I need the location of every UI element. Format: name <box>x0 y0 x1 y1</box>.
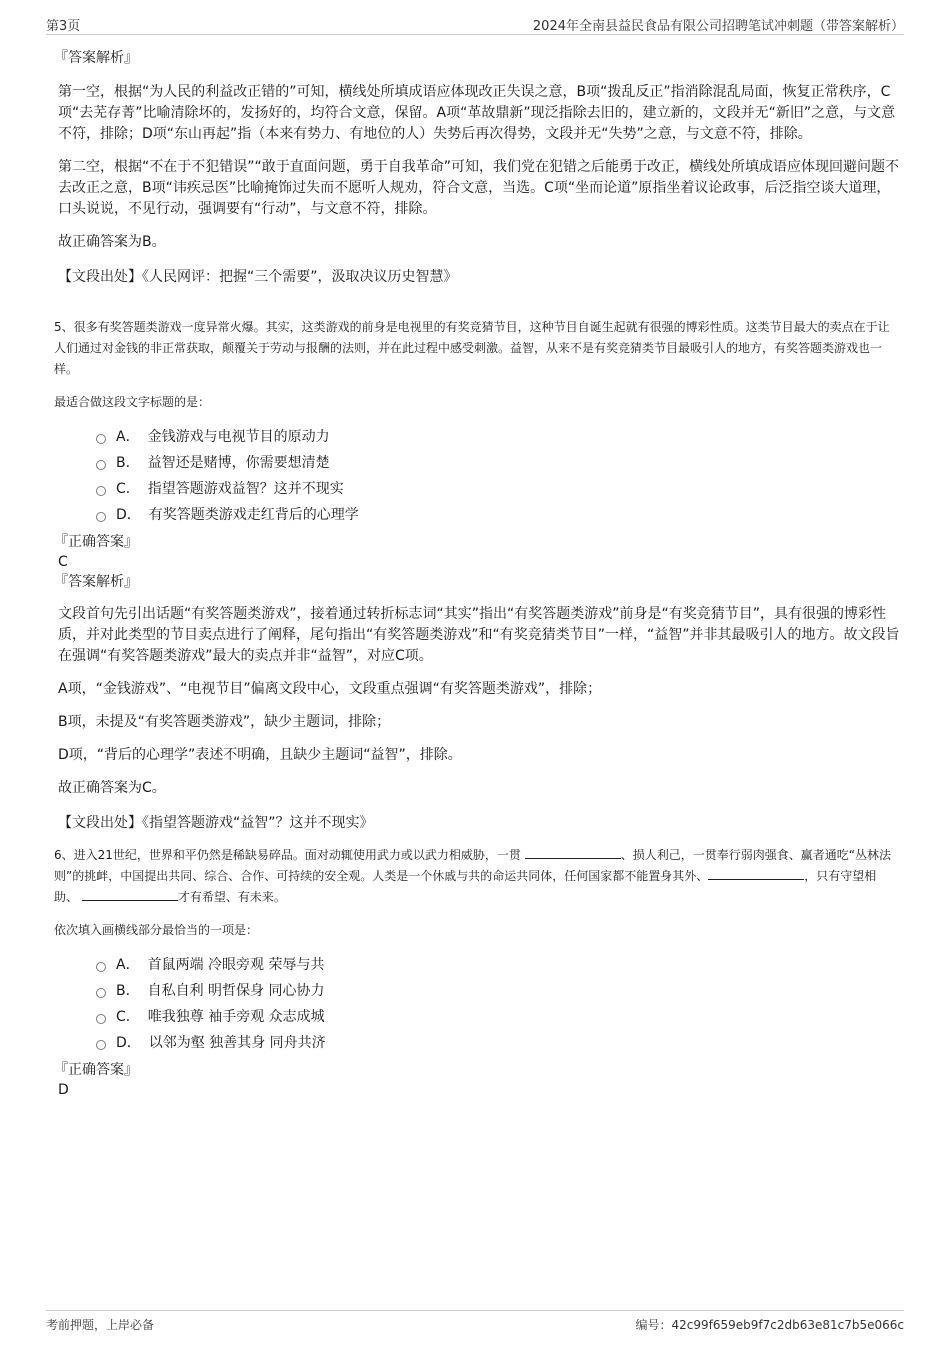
question-prompt: 最适合做这段文字标题的是： <box>54 395 211 409</box>
document-code: 编号：42c99f659eb9f7c2db63e81c7b5e066c <box>635 1318 904 1332</box>
analysis-paragraph: D项，“背后的心理学”表述不明确，且缺少主题词“益智”，排除。 <box>58 747 462 763</box>
analysis-paragraph: 第二空，根据“不在于不犯错误”“敢于直面问题，勇于自我革命”可知，我们党在犯错之后能勇于改正，横线处所填成语应体现回避问题不去改正之意，B项“讳疾忌医”比喻掩饰过失而不愿听人规劝，符合文意，当选。C项“坐而论道”原指坐着议论政事，后泛指空谈大道理，口头说说，不见行动，强调要有“行动”，与文意不符，排除。 <box>58 159 900 217</box>
option-d[interactable]: D． 以邻为壑 独善其身 同舟共济 <box>96 1030 900 1056</box>
correct-answer: D <box>58 1082 69 1098</box>
question-stem: 6、进入21世纪，世界和平仍然是稀缺易碎品。面对动辄使用武力或以武力相威胁，一贯 、损人利己，一贯奉行弱肉强食、赢者通吃“丛林法则”的挑衅，中国提出共同、综合、合作、可持续的安全观。人类是一个休戚与共的命运共同体，任何国家都不能置身其外、 ，只有守望相助、 才有希望、有未来。 <box>54 845 900 908</box>
analysis-paragraph: 第一空，根据“为人民的利益改正错的”可知，横线处所填成语应体现改正失误之意，B项“拨乱反正”指消除混乱局面，恢复正常秩序，C项“去芜存菁”比喻清除坏的，发扬好的，均符合文意，保留。A项“革故鼎新”现泛指除去旧的，建立新的，文段并无“新旧”之意，与文意不符，排除；D项“东山再起”指（本来有势力、有地位的人）失势后再次得势，文段并无“失势”之意，与文意不符，排除。 <box>58 84 896 142</box>
option-list <box>96 952 900 1056</box>
radio-icon[interactable] <box>96 460 106 470</box>
radio-icon[interactable] <box>96 1040 106 1050</box>
option-c[interactable]: C． 指望答题游戏益智？这并不现实 <box>96 476 900 502</box>
question-6 <box>54 845 900 1100</box>
answer-label: 『正确答案』 <box>54 1062 138 1078</box>
page-content <box>54 46 900 1100</box>
radio-icon[interactable] <box>96 988 106 998</box>
page-number: 第3页 <box>46 19 81 34</box>
option-d[interactable]: D． 有奖答题类游戏走红背后的心理学 <box>96 502 900 528</box>
analysis-paragraph: B项，未提及“有奖答题类游戏”，缺少主题词，排除； <box>58 714 391 730</box>
option-list <box>96 424 900 528</box>
radio-icon[interactable] <box>96 486 106 496</box>
passage-source: 【文段出处】《人民网评：把握“三个需要”，汲取决议历史智慧》 <box>58 269 458 285</box>
analysis-label: 『答案解析』 <box>54 574 138 590</box>
option-b[interactable]: B． 自私自利 明哲保身 同心协力 <box>96 978 900 1004</box>
question-4-analysis <box>54 48 900 287</box>
radio-icon[interactable] <box>96 962 106 972</box>
fill-blank <box>708 866 804 880</box>
footer-slogan: 考前押题，上岸必备 <box>46 1318 155 1332</box>
correct-answer: C <box>58 554 68 570</box>
passage-source: 【文段出处】《指望答题游戏“益智”？这并不现实》 <box>58 815 374 831</box>
analysis-conclusion: 故正确答案为C。 <box>58 780 166 796</box>
radio-icon[interactable] <box>96 434 106 444</box>
question-stem: 5、很多有奖答题类游戏一度异常火爆。其实，这类游戏的前身是电视里的有奖竞猜节目，这种节目自诞生起就有很强的博彩性质。这类节目最大的卖点在于让人们通过对金钱的非正常获取，颠覆关于劳动与报酬的法则，并在此过程中感受刺激。益智，从来不是有奖竞猜类节目最吸引人的地方，有奖答题类游戏也一样。 <box>54 320 890 376</box>
fill-blank <box>82 887 178 901</box>
analysis-conclusion: 故正确答案为B。 <box>58 234 166 250</box>
option-a[interactable]: A． 金钱游戏与电视节目的原动力 <box>96 424 900 450</box>
option-b[interactable]: B． 益智还是赌博，你需要想清楚 <box>96 450 900 476</box>
radio-icon[interactable] <box>96 512 106 522</box>
option-c[interactable]: C． 唯我独尊 袖手旁观 众志成城 <box>96 1004 900 1030</box>
analysis-label: 『答案解析』 <box>54 50 138 66</box>
analysis-paragraph: A项，“金钱游戏”、“电视节目”偏离文段中心，文段重点强调“有奖答题类游戏”，排除； <box>58 681 602 697</box>
radio-icon[interactable] <box>96 1014 106 1024</box>
document-title: 2024年全南县益民食品有限公司招聘笔试冲刺题（带答案解析） <box>532 19 904 34</box>
question-prompt: 依次填入画横线部分最恰当的一项是： <box>54 923 259 937</box>
answer-label: 『正确答案』 <box>54 534 138 550</box>
option-a[interactable]: A． 首鼠两端 冷眼旁观 荣辱与共 <box>96 952 900 978</box>
question-5 <box>54 317 900 833</box>
fill-blank <box>525 845 621 859</box>
page-header <box>46 12 904 35</box>
analysis-paragraph: 文段首句先引出话题“有奖答题类游戏”，接着通过转折标志词“其实”指出“有奖答题类游戏”前身是“有奖竞猜节目”，具有很强的博彩性质，并对此类型的节目卖点进行了阐释，尾句指出“有奖答题类游戏”和“有奖竞猜类节目”一样，“益智”并非其最吸引人的地方。故文段旨在强调“有奖答题类游戏”最大的卖点并非“益智”，对应C项。 <box>58 606 900 664</box>
page-footer <box>46 1310 904 1335</box>
